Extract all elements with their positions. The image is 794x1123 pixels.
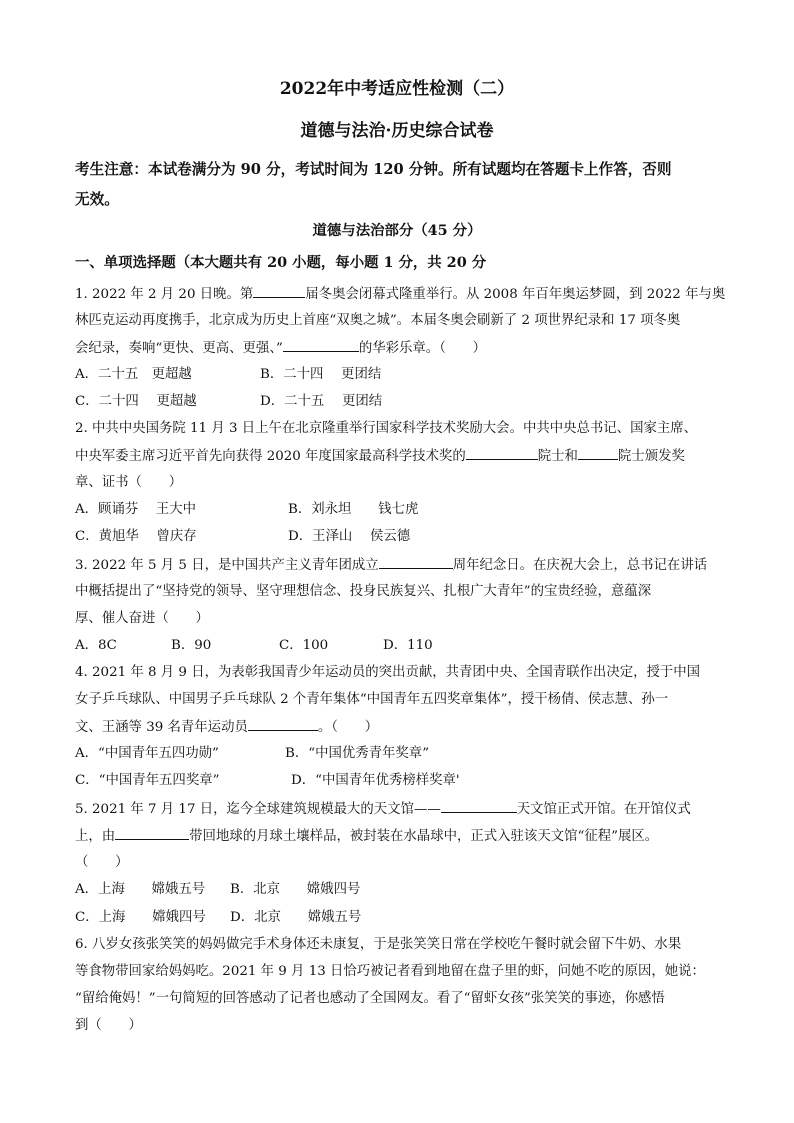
- question-line: 1. 2022 年 2 月 20 日晚。第 届冬奥会闭幕式隆重举行。从 2008 年百年奥运梦圆，到 2022 年与奥: [75, 287, 726, 302]
- option-b: B．刘永坦 钱七虎: [288, 502, 419, 517]
- option-d: D．王泽山 侯云德: [288, 529, 411, 544]
- question-line: 3. 2022 年 5 月 5 日，是中国共产主义青年团成立 周年纪念日。在庆祝大会上，总书记在讲话: [75, 558, 708, 573]
- answer-blank: [115, 827, 189, 840]
- question-line: （ ）: [75, 855, 129, 870]
- question-line: “留给俺妈！”一句简短的回答感动了记者也感动了全国网友。看了“留虾女孩”张笑笑的事迹，你感悟: [75, 991, 665, 1006]
- option-c: C．上海 嫦娥四号: [75, 910, 206, 925]
- option-b: B．二十四 更团结: [260, 367, 382, 382]
- option-b: B．北京 嫦娥四号: [230, 882, 361, 897]
- option-line: [75, 366, 381, 384]
- question-line: 到（ ）: [75, 1018, 142, 1033]
- answer-blank: [578, 447, 618, 460]
- option-a: A．顾诵芬 王大中: [75, 502, 197, 517]
- option-c: C．二十四 更超越: [75, 394, 197, 409]
- exam-subtitle: 道德与法治·历史综合试卷: [300, 121, 494, 141]
- option-line: [75, 393, 382, 411]
- question-line: 上，由 带回地球的月球土壤样品，被封装在水晶球中，正式入驻该天文馆“征程”展区。: [75, 829, 659, 844]
- question-line: 2. 中共中央国务院 11 月 3 日上午在北京隆重举行国家科学技术奖励大会。中共中央总书记、国家主席、: [75, 421, 698, 436]
- section-title: 道德与法治部分（45 分）: [312, 222, 482, 239]
- question-line: 女子乒乓球队、中国男子乒乓球队 2 个青年集体“中国青年五四奖章集体”，授干杨倩、侯志慧、孙一: [75, 692, 669, 707]
- answer-blank: [248, 718, 318, 731]
- exam-title: 2022年中考适应性检测（二）: [279, 79, 515, 99]
- question-line: 厚、催人奋进（ ）: [75, 611, 209, 626]
- option-c: C．黄旭华 曾庆存: [75, 529, 197, 544]
- question-line: 中央军委主席习近平首先向获得 2020 年度国家最高科学技术奖的 院士和 院士颁发奖: [75, 449, 685, 464]
- question-line: 5. 2021 年 7 月 17 日，迄今全球建筑规模最大的天文馆—— 天文馆正式开馆。在开馆仪式: [75, 802, 691, 817]
- question-line: 章、证书（ ）: [75, 475, 183, 490]
- option-line: [75, 772, 460, 790]
- option-line: [75, 745, 429, 763]
- option-line: [75, 501, 418, 519]
- option-b: B．90: [171, 638, 212, 653]
- option-line: [75, 909, 361, 927]
- question-line: 会纪录，奏响“更快、更高、更强、” 的华彩乐章。（ ）: [75, 341, 487, 356]
- answer-blank: [466, 447, 538, 460]
- notice-line: 考生注意：本试卷满分为 90 分，考试时间为 120 分钟。所有试题均在答题卡上作答，否则: [75, 161, 672, 178]
- option-a: A．上海 嫦娥五号: [75, 882, 206, 897]
- option-c: C．100: [279, 638, 329, 653]
- question-line: 文、王涵等 39 名青年运动员 。（ ）: [75, 720, 379, 735]
- notice-line: 无效。: [75, 191, 119, 208]
- question-line: 4. 2021 年 8 月 9 日，为表彰我国青少年运动员的突出贡献，共青团中央、全国青联作出决定，授于中国: [75, 665, 701, 680]
- option-d: D．二十五 更团结: [260, 394, 383, 409]
- option-line: [75, 881, 360, 899]
- option-a: A．二十五 更超越: [75, 367, 192, 382]
- answer-blank: [379, 556, 453, 569]
- section-heading: 一、单项选择题（本大题共有 20 小题，每小题 1 分，共 20 分: [75, 254, 487, 271]
- option-line: [75, 528, 410, 546]
- question-line: 中概括提出了“坚持党的领导、坚守理想信念、投身民族复兴、扎根广大青年”的宝贵经验，意蕴深: [75, 584, 652, 599]
- answer-blank: [283, 339, 359, 352]
- option-b: B．“中国优秀青年奖章”: [285, 746, 430, 761]
- option-a: A．“中国青年五四功勋”: [75, 746, 219, 761]
- option-c: C．“中国青年五四奖章”: [75, 773, 220, 788]
- answer-blank: [253, 285, 305, 298]
- option-d: D．“中国青年优秀榜样奖章': [291, 773, 460, 788]
- question-line: 6. 八岁女孩张笑笑的妈妈做完手术身体还未康复，于是张笑笑日常在学校吃午餐时就会留下牛奶、水果: [75, 937, 682, 952]
- option-a: A．8C: [75, 638, 117, 653]
- question-line: 林匹克运动再度携手，北京成为历史上首座“双奥之城”。本届冬奥会刷新了 2 项世界纪录和 17 项冬奥: [75, 313, 681, 328]
- option-d: D．110: [383, 638, 433, 653]
- question-line: 等食物带回家给妈妈吃。2021 年 9 月 13 日恰巧被记者看到地留在盘子里的虾，问她不吃的原因，她说：: [75, 964, 705, 979]
- option-d: D．北京 嫦娥五号: [230, 910, 362, 925]
- option-line: [75, 637, 433, 655]
- answer-blank: [441, 800, 517, 813]
